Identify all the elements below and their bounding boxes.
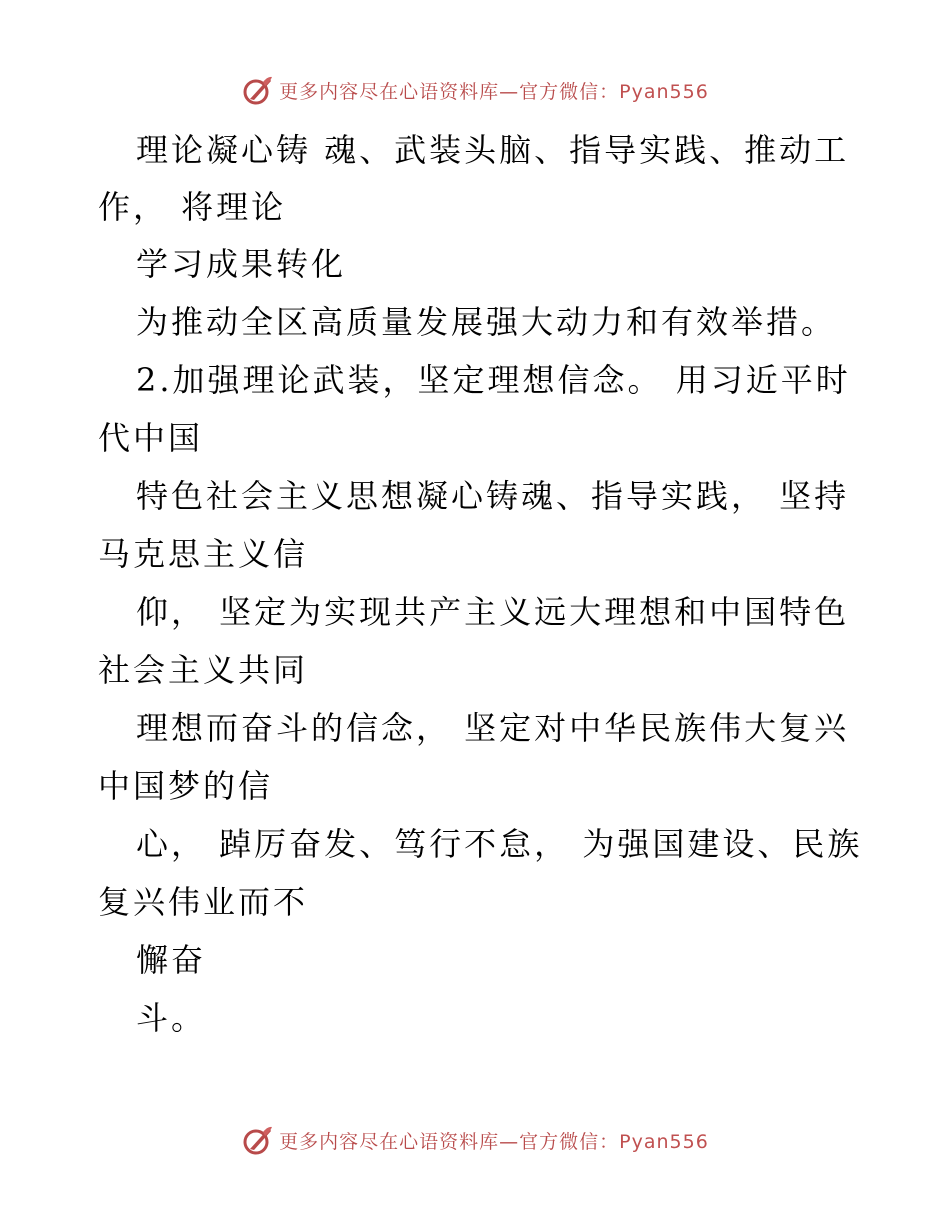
header-banner-text — [279, 77, 709, 104]
footer-banner-wechat-id: Pyan556 — [619, 1130, 709, 1153]
body-line-8: 马克思主义信 — [98, 535, 309, 573]
body-line-1: 理论凝心铸 魂、武装头脑、指导实践、推动工 — [136, 131, 850, 169]
body-line-12: 中国梦的信 — [98, 767, 274, 805]
body-line-10: 社会主义共同 — [98, 651, 309, 689]
body-line-14: 复兴伟业而不 — [98, 883, 309, 921]
footer-banner — [0, 1120, 950, 1160]
quill-logo-icon — [241, 1123, 275, 1157]
header-banner — [0, 70, 950, 110]
body-line-2: 作， 将理论 — [98, 188, 287, 226]
body-line-9: 仰， 坚定为实现共产主义远大理想和中国特色 — [136, 593, 850, 631]
body-line-7: 特色社会主义思想凝心铸魂、指导实践， 坚持 — [136, 477, 850, 515]
footer-banner-cn: 更多内容尽在心语资料库—官方微信： — [279, 1130, 620, 1153]
body-line-13: 心， 踔厉奋发、笃行不怠， 为强国建设、民族 — [136, 825, 863, 863]
body-line-15: 懈奋 — [136, 941, 207, 979]
body-line-3: 学习成果转化 — [136, 245, 347, 283]
quill-logo-icon — [241, 73, 275, 107]
footer-banner-text — [279, 1127, 709, 1154]
header-banner-wechat-id: Pyan556 — [619, 80, 709, 103]
header-banner-cn: 更多内容尽在心语资料库—官方微信： — [279, 80, 620, 103]
body-line-6: 代中国 — [98, 419, 204, 457]
body-line-5: 2.加强理论武装，坚定理想信念。 用习近平时 — [136, 361, 851, 399]
body-line-11: 理想而奋斗的信念， 坚定对中华民族伟大复兴 — [136, 709, 850, 747]
body-line-4: 为推动全区高质量发展强大动力和有效举措。 — [136, 303, 837, 341]
body-line-16: 斗。 — [136, 999, 207, 1037]
